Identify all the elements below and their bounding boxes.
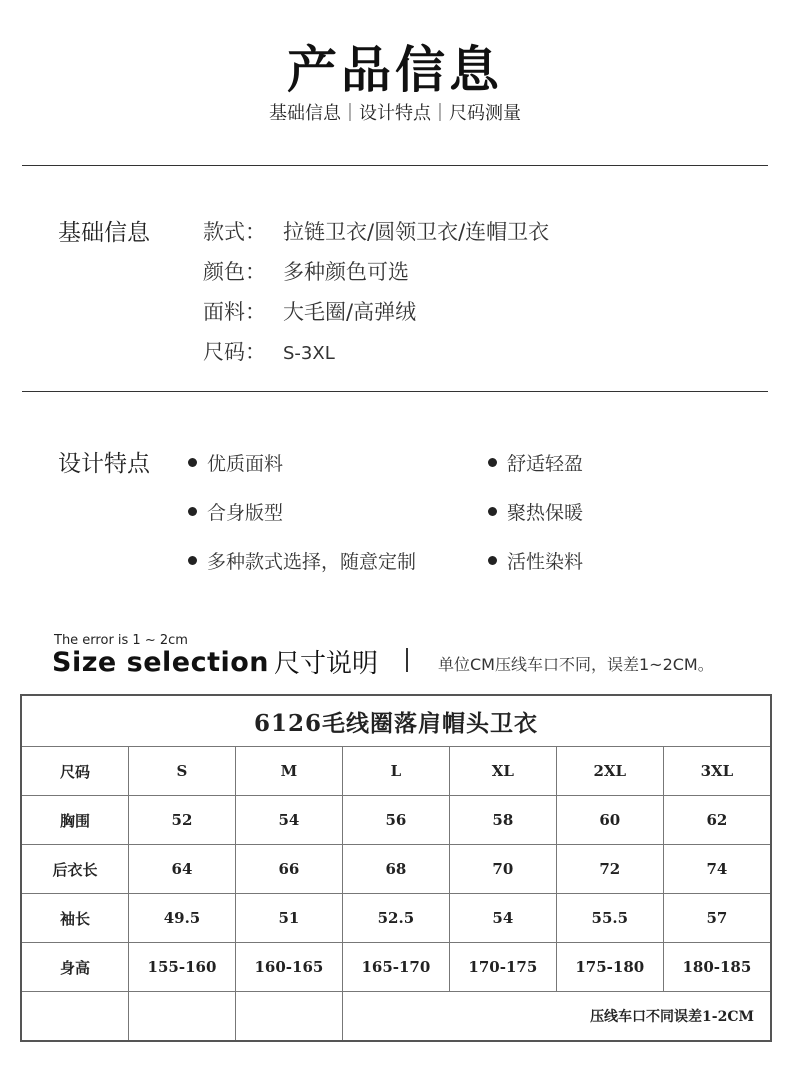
divider-top [22, 165, 768, 166]
table-cell: 170-175 [449, 943, 556, 992]
design-label: 设计特点 [58, 451, 150, 477]
column-header: 3XL [663, 747, 771, 796]
table-row [21, 845, 771, 894]
bullet-icon [188, 458, 197, 467]
table-cell: 55.5 [556, 894, 663, 943]
info-key: 尺码： [203, 340, 266, 364]
table-cell: 51 [235, 894, 342, 943]
info-value: 大毛圈/高弹绒 [283, 300, 417, 324]
bullet-icon [488, 507, 497, 516]
table-cell: 74 [663, 845, 771, 894]
row-label: 后衣长 [21, 845, 129, 894]
table-cell: 155-160 [129, 943, 236, 992]
error-note: The error is 1 ~ 2cm [54, 633, 188, 648]
table-footer-row [21, 992, 771, 1042]
info-key: 颜色： [203, 260, 266, 284]
column-header: S [129, 747, 236, 796]
feature-text: 多种款式选择，随意定制 [207, 551, 417, 573]
page-subtitle: 基础信息｜设计特点｜尺码测量 [269, 103, 521, 124]
info-key: 面料： [203, 300, 266, 324]
table-title: 6126毛线圈落肩帽头卫衣 [21, 695, 771, 747]
feature-item [488, 498, 583, 525]
bullet-icon [488, 458, 497, 467]
table-cell: 64 [129, 845, 236, 894]
bullet-icon [488, 556, 497, 565]
table-cell: 175-180 [556, 943, 663, 992]
size-selection-heading: Size selection [52, 647, 270, 678]
column-header: 2XL [556, 747, 663, 796]
size-heading-cn: 尺寸说明 [274, 649, 379, 679]
feature-text: 合身版型 [207, 502, 284, 524]
feature-text: 活性染料 [507, 551, 584, 573]
info-value: 拉链卫衣/圆领卫衣/连帽卫衣 [283, 220, 550, 244]
table-cell-empty [21, 992, 129, 1042]
info-row-size [203, 336, 335, 366]
table-cell: 56 [342, 796, 449, 845]
table-cell: 54 [449, 894, 556, 943]
table-row [21, 796, 771, 845]
table-cell: 66 [235, 845, 342, 894]
table-cell: 165-170 [342, 943, 449, 992]
table-cell: 70 [449, 845, 556, 894]
table-row [21, 894, 771, 943]
info-row-color [203, 256, 409, 286]
column-header: 尺码 [21, 747, 129, 796]
feature-item [188, 547, 416, 574]
table-cell: 72 [556, 845, 663, 894]
table-cell-empty [235, 992, 342, 1042]
feature-item [188, 498, 283, 525]
info-value: 多种颜色可选 [283, 260, 409, 284]
feature-item [488, 547, 583, 574]
bullet-icon [188, 507, 197, 516]
info-row-style [203, 216, 549, 246]
info-key: 款式： [203, 220, 266, 244]
column-header: XL [449, 747, 556, 796]
feature-text: 舒适轻盈 [507, 453, 584, 475]
table-cell: 54 [235, 796, 342, 845]
info-value: S-3XL [283, 343, 335, 364]
table-header-row [21, 747, 771, 796]
table-cell: 68 [342, 845, 449, 894]
row-label: 袖长 [21, 894, 129, 943]
table-cell: 52.5 [342, 894, 449, 943]
table-cell: 160-165 [235, 943, 342, 992]
row-label: 身高 [21, 943, 129, 992]
table-cell: 62 [663, 796, 771, 845]
feature-item [488, 449, 583, 476]
table-cell: 49.5 [129, 894, 236, 943]
table-cell: 57 [663, 894, 771, 943]
table-cell: 180-185 [663, 943, 771, 992]
table-footer-note: 压线车口不同误差1-2CM [342, 992, 771, 1042]
table-row [21, 943, 771, 992]
column-header: M [235, 747, 342, 796]
unit-note: 单位CM压线车口不同，误差1~2CM。 [438, 655, 714, 674]
separator-bar [406, 648, 408, 672]
feature-text: 优质面料 [207, 453, 284, 475]
size-table [20, 694, 772, 1042]
bullet-icon [188, 556, 197, 565]
column-header: L [342, 747, 449, 796]
divider-middle [22, 391, 768, 392]
table-cell: 60 [556, 796, 663, 845]
feature-text: 聚热保暖 [507, 502, 584, 524]
table-cell: 52 [129, 796, 236, 845]
info-row-fabric [203, 296, 416, 326]
basic-info-label: 基础信息 [58, 220, 150, 246]
table-cell-empty [129, 992, 236, 1042]
feature-item [188, 449, 283, 476]
table-cell: 58 [449, 796, 556, 845]
row-label: 胸围 [21, 796, 129, 845]
page-title: 产品信息 [287, 41, 503, 99]
